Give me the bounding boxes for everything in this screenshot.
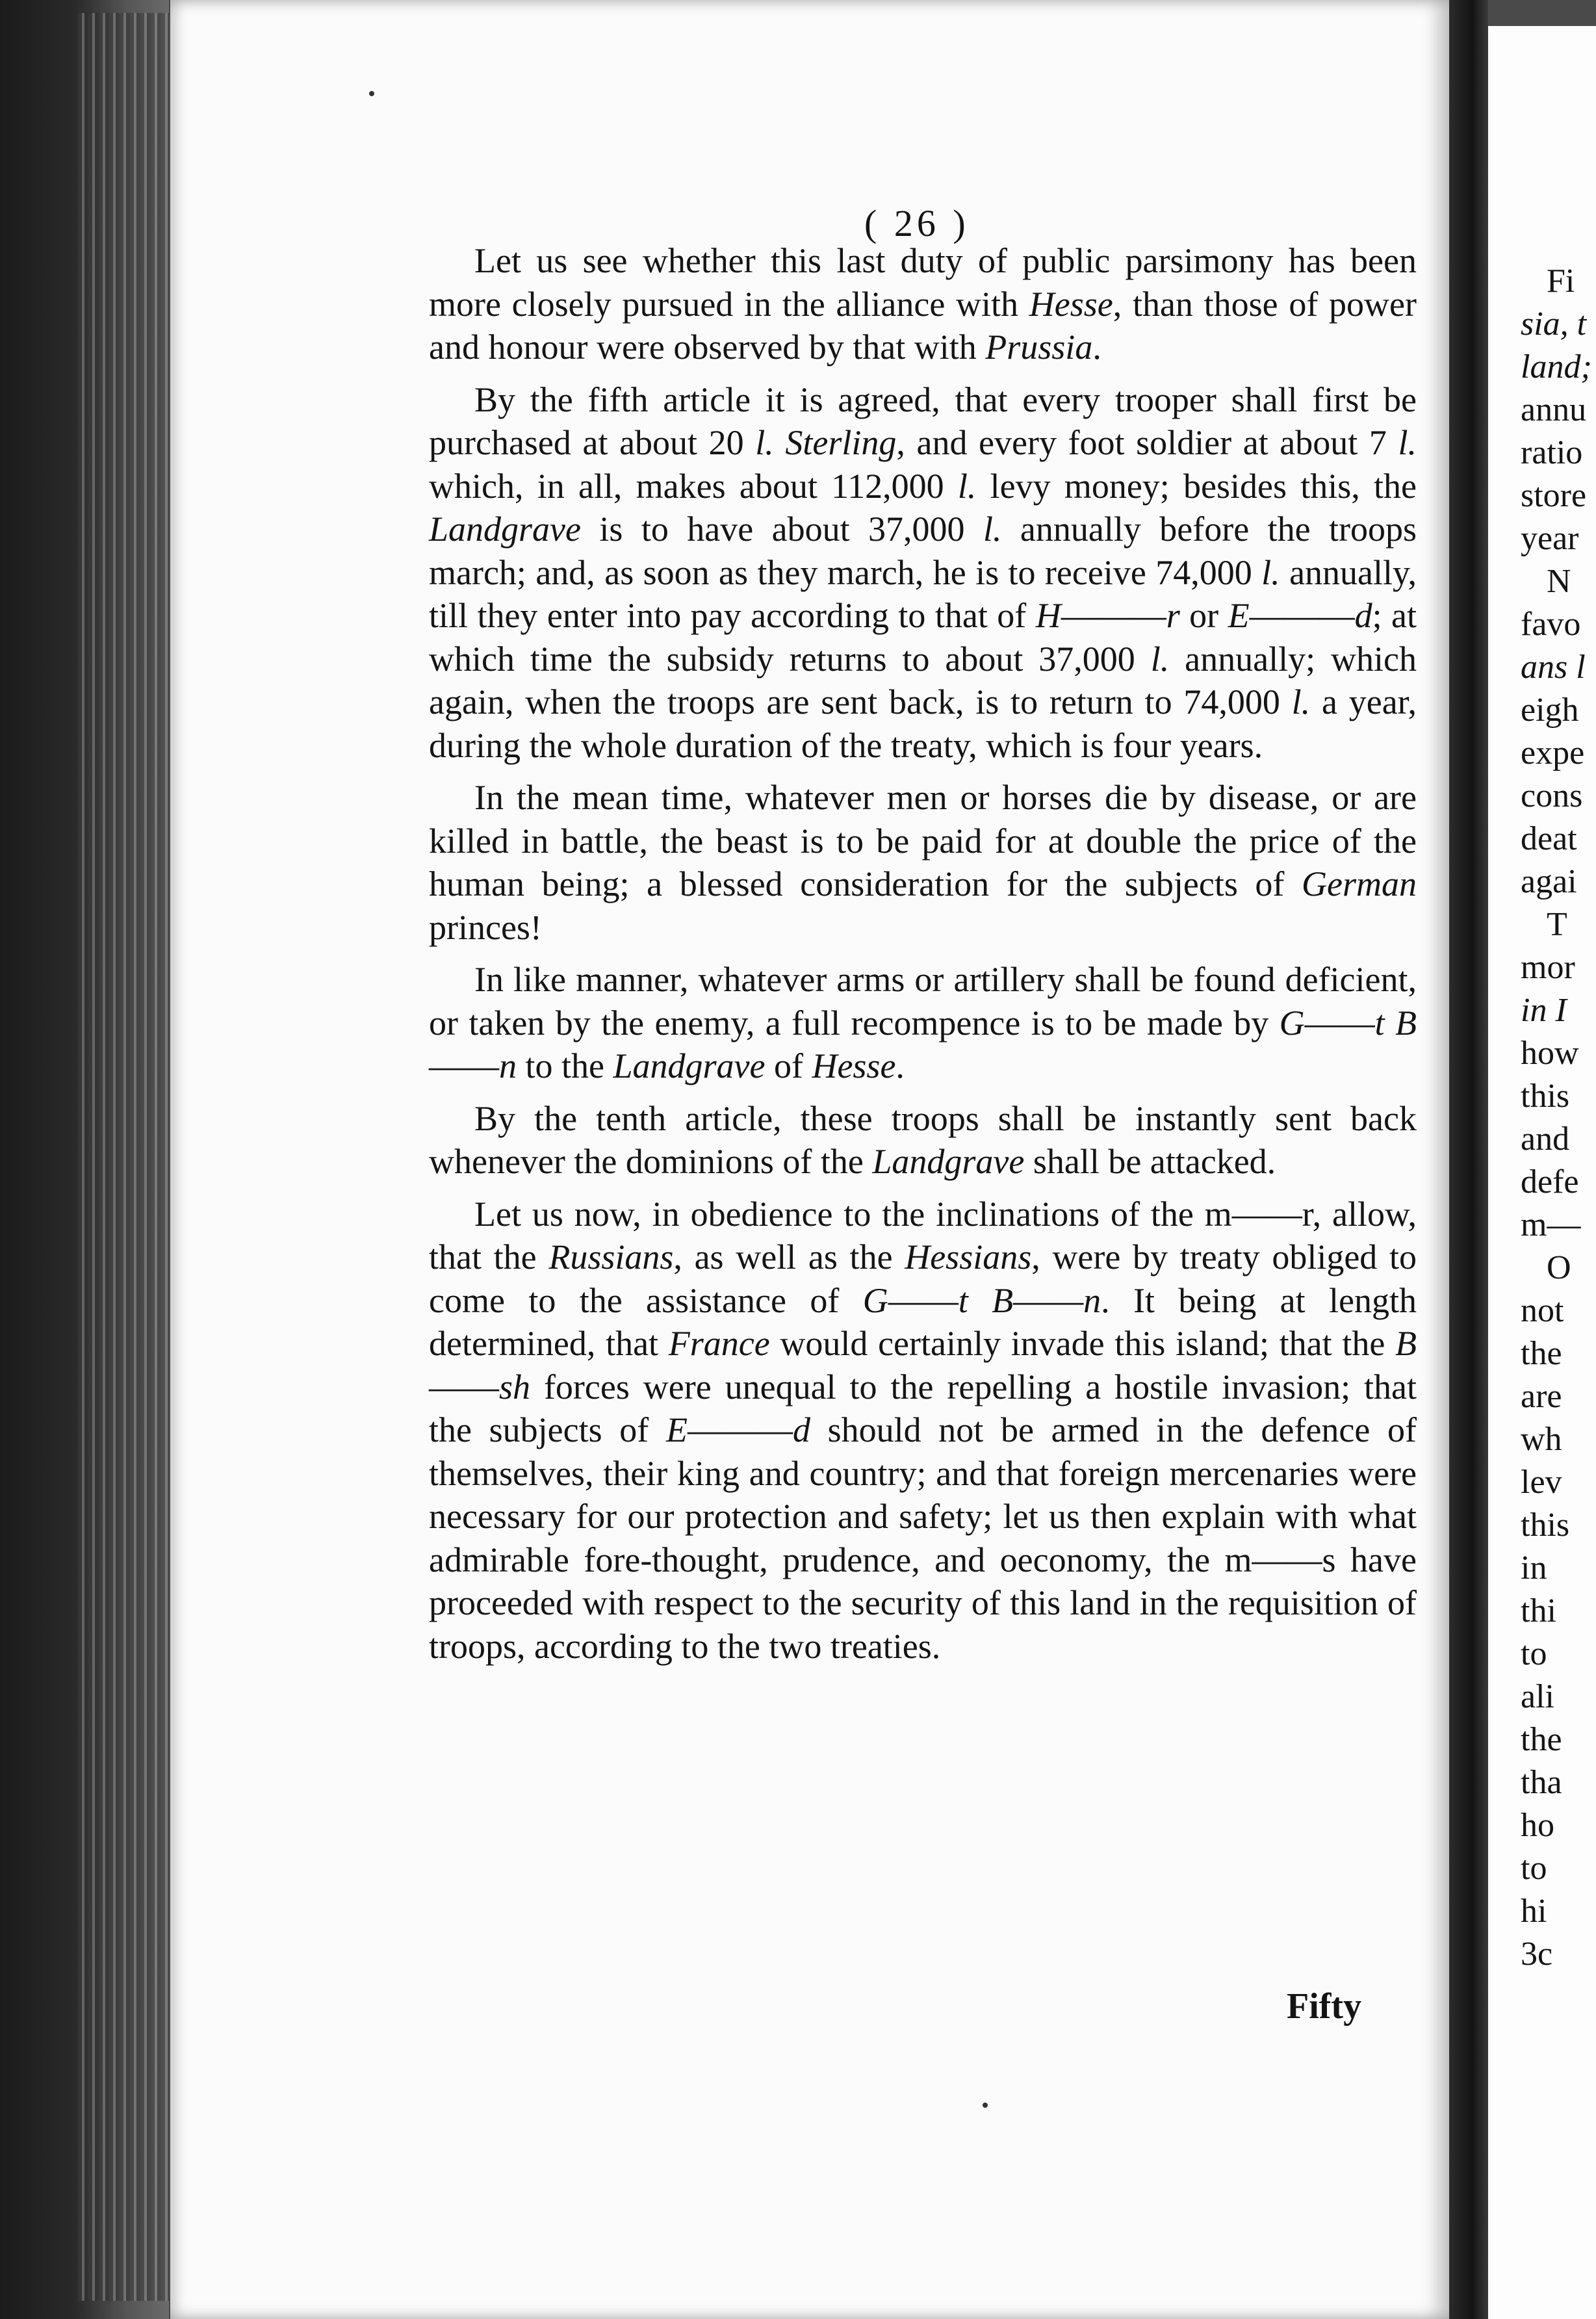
text-run: or — [1179, 596, 1228, 635]
facing-line-fragment: T — [1547, 906, 1567, 943]
italic-run: Hesse — [812, 1046, 896, 1085]
text-run: . It being at length determined, that — [429, 1280, 1417, 1363]
page-edges — [78, 13, 169, 2301]
text-run: shall be attacked. — [1024, 1142, 1276, 1181]
text-run: which, in all, makes about 112,000 — [429, 466, 958, 506]
text-run: By the fifth article it is agreed, that every trooper shall first be purchased at about 20 — [429, 380, 1417, 462]
facing-line-fragment: to — [1521, 1635, 1547, 1672]
facing-line-fragment: 3c — [1521, 1936, 1553, 1973]
facing-line-fragment: tha — [1521, 1764, 1562, 1801]
facing-line-fragment: the — [1521, 1335, 1562, 1372]
italic-run: n — [1083, 1280, 1101, 1320]
text-run: ——— — [1061, 596, 1166, 635]
paragraph — [429, 958, 1417, 1088]
text-run: In the mean time, whatever men or horses die by disease, or are killed in battle, the beast is to be paid for at double the price of the human being; a blessed consideration for the subjects of — [429, 778, 1417, 903]
italic-run: E — [1228, 596, 1250, 635]
text-run: annually, till they enter into pay according to that of — [429, 552, 1417, 635]
facing-line-fragment: cons — [1521, 777, 1583, 814]
facing-line-fragment: wh — [1521, 1421, 1562, 1458]
facing-line-fragment: to — [1521, 1850, 1547, 1887]
text-run: princes! — [429, 907, 542, 947]
text-run: to the — [517, 1046, 613, 1085]
facing-line-fragment: how — [1521, 1035, 1579, 1072]
text-run: In like manner, whatever arms or artillery shall be found deficient, or taken by the enemy, a full recompence is to be made by — [429, 960, 1417, 1043]
italic-run: France — [668, 1324, 770, 1363]
text-run: Let us now, in obedience to the inclinations of the m——r, allow, that the — [429, 1194, 1417, 1276]
facing-line-fragment: agai — [1521, 863, 1577, 900]
text-run: annually before the troops march; and, as soon as they march, he is to receive 74,000 — [429, 510, 1417, 592]
italic-run: Russians — [548, 1237, 674, 1276]
facing-line-fragment: eigh — [1521, 692, 1579, 729]
facing-line-fragment: hi — [1521, 1893, 1547, 1930]
facing-line-fragment: m— — [1521, 1206, 1581, 1243]
facing-line-fragment: mor — [1521, 949, 1575, 986]
facing-line-fragment: sia, t — [1521, 305, 1587, 343]
facing-line-fragment: deat — [1521, 820, 1577, 857]
facing-line-fragment: this — [1521, 1507, 1570, 1544]
text-run: . — [1092, 328, 1101, 367]
text-run: of — [765, 1046, 812, 1085]
facing-line-fragment: not — [1521, 1292, 1564, 1329]
italic-run: l. — [957, 466, 977, 506]
page-number: ( 26 ) — [864, 202, 970, 244]
text-run: , as well as the — [673, 1237, 905, 1276]
text-run: , than those of power and honour were observed by that with — [429, 284, 1417, 367]
paragraph — [429, 239, 1417, 369]
italic-run: G — [862, 1280, 888, 1320]
italic-run: l. — [1398, 423, 1417, 462]
paragraph — [429, 1193, 1417, 1668]
text-run: ; at which time the subsidy returns to about 37,000 — [429, 596, 1417, 679]
text-run: is to have about 37,000 — [580, 510, 983, 549]
gutter-shadow — [1449, 0, 1488, 2319]
italic-run: H — [1035, 596, 1061, 635]
text-run: —— — [1304, 1003, 1375, 1043]
italic-run: l. Sterling — [755, 423, 897, 462]
facing-line-fragment: store — [1521, 477, 1587, 514]
facing-line-fragment: annu — [1521, 391, 1587, 428]
facing-line-fragment: this — [1521, 1078, 1570, 1115]
facing-line-fragment: the — [1521, 1721, 1562, 1758]
text-run: levy money; besides this, the — [976, 466, 1417, 506]
italic-run: Hessians — [905, 1237, 1032, 1276]
italic-run: l. — [1261, 552, 1280, 592]
facing-line-fragment: expe — [1521, 734, 1585, 771]
facing-line-fragment: favo — [1521, 606, 1581, 643]
facing-line-fragment: ans l — [1521, 649, 1586, 686]
facing-line-fragment: lev — [1521, 1464, 1562, 1501]
italic-run: Hesse — [1029, 284, 1113, 324]
facing-line-fragment: are — [1521, 1378, 1562, 1415]
text-run: should not be armed in the defence of themselves, their king and country; and that foreign mercenaries were necessary for our protection and safety; let us then explain with what admirable fore-thought, prudence, and oeconomy, the m——s have proceeded with respect to the security of this land in the requisition of troops, according to the two treaties. — [429, 1410, 1417, 1666]
facing-line-fragment: thi — [1521, 1592, 1556, 1629]
facing-line-fragment: in I — [1521, 992, 1567, 1029]
facing-page — [1488, 26, 1596, 2319]
text-run: —— — [888, 1280, 959, 1320]
italic-run: Landgrave — [429, 510, 581, 549]
italic-run: d — [792, 1410, 810, 1449]
facing-line-fragment: Fi — [1547, 263, 1575, 300]
italic-run: t B — [958, 1280, 1014, 1320]
text-run: ——— — [687, 1410, 793, 1449]
italic-run: Landgrave — [613, 1046, 766, 1085]
italic-run: t B — [1374, 1003, 1417, 1043]
text-run: —— — [1013, 1280, 1084, 1320]
italic-run: E — [665, 1410, 688, 1449]
italic-run: sh — [499, 1367, 531, 1406]
italic-run: r — [1166, 596, 1180, 635]
text-run: would certainly invade this island; that the — [769, 1324, 1395, 1363]
italic-run: l. — [1150, 639, 1170, 679]
facing-line-fragment: defe — [1521, 1163, 1579, 1200]
paragraph — [429, 1097, 1417, 1184]
facing-line-fragment: in — [1521, 1549, 1547, 1587]
facing-line-fragment: land; — [1521, 348, 1592, 385]
text-run: , were by treaty obliged to come to the assistance of — [429, 1237, 1417, 1320]
italic-run: G — [1279, 1003, 1305, 1043]
speck — [369, 91, 374, 96]
text-run: , and every foot soldier at about 7 — [896, 423, 1398, 462]
italic-run: Landgrave — [872, 1142, 1025, 1181]
italic-run: l. — [983, 510, 1002, 549]
facing-line-fragment: and — [1521, 1121, 1570, 1158]
text-run: . — [895, 1046, 905, 1085]
facing-line-fragment: ho — [1521, 1807, 1554, 1844]
text-run: —— — [429, 1367, 499, 1406]
italic-run: d — [1354, 596, 1372, 635]
body-text — [429, 239, 1417, 1677]
text-run: By the tenth article, these troops shall be instantly sent back whenever the dominions of the — [429, 1098, 1417, 1181]
text-run: —— — [429, 1046, 499, 1085]
italic-run: Prussia — [985, 328, 1093, 367]
paragraph — [429, 776, 1417, 949]
catchword: Fifty — [1287, 1986, 1362, 2027]
facing-line-fragment: ratio — [1521, 434, 1583, 471]
facing-line-fragment: ali — [1521, 1678, 1554, 1715]
facing-line-fragment: N — [1547, 563, 1571, 600]
paragraph — [429, 378, 1417, 768]
text-run: a year, during the whole duration of the treaty, which is four years. — [429, 682, 1417, 765]
facing-page-text — [1488, 260, 1592, 1976]
facing-line-fragment: year — [1521, 520, 1579, 557]
italic-run: l. — [1291, 682, 1311, 721]
italic-run: n — [499, 1046, 517, 1085]
text-run: ——— — [1249, 596, 1355, 635]
italic-run: German — [1302, 864, 1417, 903]
text-run: forces were unequal to the repelling a hostile invasion; that the subjects of — [429, 1367, 1417, 1449]
italic-run: B — [1395, 1324, 1417, 1363]
text-run: annually; which again, when the troops are sent back, is to return to 74,000 — [429, 639, 1417, 721]
speck — [983, 2103, 988, 2108]
text-run: Let us see whether this last duty of public parsimony has been more closely pursued in the alliance with — [429, 241, 1417, 324]
facing-line-fragment: O — [1547, 1249, 1571, 1286]
